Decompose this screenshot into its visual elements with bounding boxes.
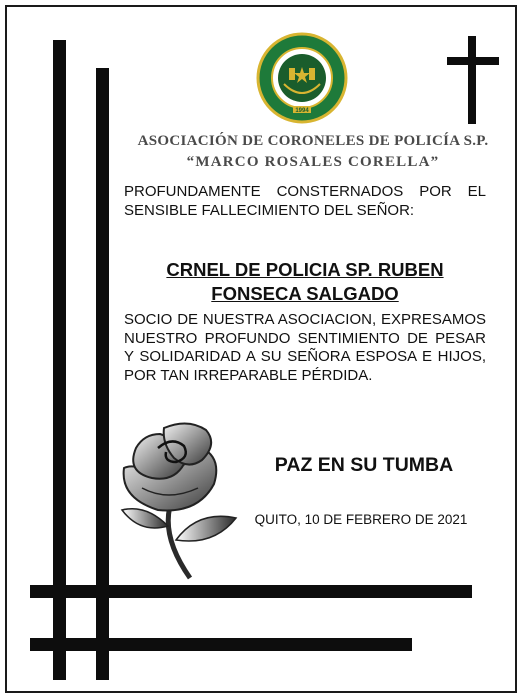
deceased-name xyxy=(124,258,486,306)
association-name: ASOCIACIÓN DE CORONELES DE POLICÍA S.P. xyxy=(137,133,489,149)
association-subtitle: “MARCO ROSALES CORELLA” xyxy=(186,154,440,170)
deceased-name-line2: FONSECA SALGADO xyxy=(211,283,399,304)
notice-intro: PROFUNDAMENTE CONSTERNADOS POR EL SENSIBLE FALLECIMIENTO DEL SEÑOR: xyxy=(124,183,486,219)
logo-year: 1994 xyxy=(295,108,309,114)
place-and-date: QUITO, 10 DE FEBRERO DE 2021 xyxy=(254,512,468,527)
mourning-bar-vertical-left xyxy=(53,40,66,680)
condolence-message: SOCIO DE NUESTRA ASOCIACION, EXPRESAMOS NUESTRO PROFUNDO SENTIMIENTO DE PESAR Y SOLIDARIDAD A SU SEÑORA ESPOSA E HIJOS, POR TAN IRREPARABLE PÉRDIDA. xyxy=(124,311,486,384)
mourning-bar-horizontal-top xyxy=(30,585,472,598)
association-logo xyxy=(256,32,348,124)
deceased-name-line1: CRNEL DE POLICIA SP. RUBEN xyxy=(166,259,444,280)
mourning-bar-horizontal-bottom xyxy=(30,638,412,651)
cross-icon xyxy=(447,36,499,124)
closing-phrase: PAZ EN SU TUMBA xyxy=(274,454,454,476)
rose-icon xyxy=(118,418,238,583)
